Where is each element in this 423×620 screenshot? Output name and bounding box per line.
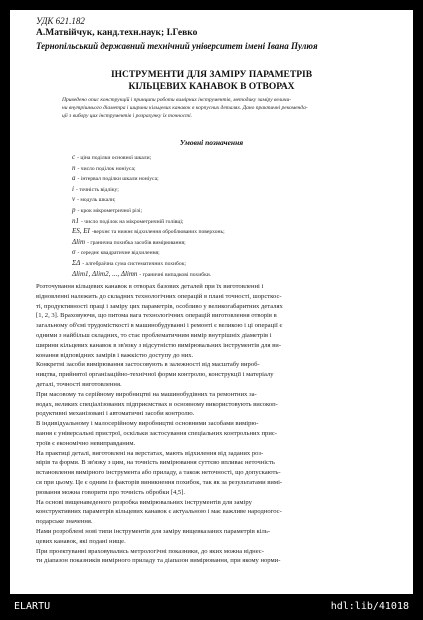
notation-item — [72, 205, 372, 216]
notation-text: - число поділок ноніуса; — [77, 165, 136, 172]
notation-text: - середнє квадратичне відхилення; — [77, 250, 160, 257]
notation-symbol: n1 — [72, 216, 79, 225]
notation-symbol: ES, EI — [72, 227, 90, 236]
notation-item — [72, 269, 372, 280]
abstract-line: ції з вибору цих інструментів і розрахунку їх точності. — [62, 113, 193, 120]
body-line: встановлення вимірного інструмента або приладу, а також неточності, що допускають- — [36, 469, 281, 477]
notation-item — [72, 258, 372, 269]
notation-item — [72, 237, 372, 248]
body-line: ті, продуктивності праці і заміру цих параметрів, особливо у великогабаритних деталях — [36, 302, 283, 310]
notation-item — [72, 226, 372, 237]
notation-text: - гранична похибка засобів вимірювання; — [87, 239, 186, 246]
notation-text: - крок мікрометричної різі; — [77, 207, 143, 214]
body-line: Нами розроблені нові типи інструментів для заміру вищевказаних параметрів кіль- — [36, 527, 271, 535]
body-line: подарське значення. — [36, 518, 93, 526]
notation-item — [72, 152, 372, 163]
notation-text: - число поділок на мікрометричній голівці; — [81, 218, 184, 225]
notation-item — [72, 173, 372, 184]
notation-text: - інтервал поділки шкали ноніуса; — [77, 176, 159, 183]
notation-text: - граничні випадкові похибки. — [139, 271, 212, 278]
notation-item — [72, 194, 372, 205]
footer-handle-link[interactable]: hdl:lib/41018 — [330, 601, 409, 612]
notation-text: -верхнє та нижнє відхилення оброблюваних поверхонь; — [91, 229, 225, 236]
notation-text: - точність відліку; — [75, 186, 119, 193]
notation-list — [72, 152, 372, 279]
body-line: вання є універсальні пристрої, оскільки застосування спеціальних контрольних прис- — [36, 429, 278, 437]
body-line: На практиці деталі, виготовлені на верстатах, мають відхилення від заданих роз- — [36, 449, 264, 457]
footer-repository-label: ELARTU — [14, 601, 51, 612]
notation-item — [72, 163, 372, 174]
body-line: деталі, точності виготовлення. — [36, 380, 122, 388]
abstract-line: Приведено опис конструкцій і принципи роботи вимірних інструментів, методику заміру величи- — [62, 97, 292, 103]
abstract-line: ни внутрішнього діаметра і ширини кільцевих канавок в корпусних деталях. Дано практичні рекоменда- — [62, 105, 308, 112]
notation-symbol: Δlim1, Δlim2, ..., Δlimn — [72, 269, 138, 278]
body-line: водах, великих спеціалізованих підприємствах в основному використовують високоп- — [36, 400, 278, 408]
body-line: На основі вищенаведеного розробка вимірювальних інструментів для заміру — [36, 498, 252, 506]
notation-text: - ціна поділки основної шкали; — [77, 155, 152, 161]
body-line: ти діапазон показників вимірного приладу та діапазон вимірювання, при якому норми- — [36, 557, 281, 565]
notation-symbol: a — [72, 174, 76, 183]
notation-item — [72, 184, 372, 195]
body-line: мірів та форми. В зв'язку з цим, на точність вимірювання суттєво впливає неточність — [36, 459, 275, 467]
body-line: ництва, прийнятої організаційно-технічної форми контролю, конструкції і матеріалу — [36, 371, 274, 379]
affiliation: Тернопільський державний технічний університет імені Івана Пулюя — [36, 41, 318, 51]
body-line: ширини кільцевих канавок в зв'язку з відсутністю вимірювальних інструментів для ви- — [36, 341, 282, 349]
notation-symbol: Δlim — [72, 237, 86, 246]
notation-symbol: n — [72, 163, 76, 172]
notation-item — [72, 247, 372, 258]
body-line: рювання можна говорити про точність обробки [4,5]. — [36, 488, 186, 496]
title-line-2: КІЛЬЦЕВИХ КАНАВОК В ОТВОРАХ — [128, 82, 295, 92]
body-line: конання відповідних замірів і важкістю доступу до них. — [36, 351, 194, 359]
body-line: родуктивні механізовані і автоматичні засоби контролю. — [36, 410, 195, 418]
body-line: При проектуванні враховувались метрологічні показники, до яких можна віднес- — [36, 547, 264, 555]
notation-text: - модуль шкали; — [77, 197, 116, 204]
body-line: загальному об'ємі трудомісткості в машинобудуванні і ремонті є великою і ці операції є — [36, 322, 283, 330]
title-line-1: ІНСТРУМЕНТИ ДЛЯ ЗАМІРУ ПАРАМЕТРІВ — [110, 70, 313, 80]
body-line: одними з найбільш складних, то стає проблематичним вимір внутрішніх діаметрів і — [36, 331, 272, 339]
body-line: [1, 2, 3]. Враховуючи, що питома вага технологічних операцій виготовлення отворів в — [36, 312, 277, 320]
body-line: цевих канавок, які подані нище. — [36, 537, 126, 545]
udc-code: УДК 621.182 — [36, 16, 85, 26]
body-line: конструктивних параметрів кільцевих канавок є актуальною і має важливе народногос- — [36, 508, 282, 516]
notation-symbol: i — [72, 184, 74, 193]
body-line: троїв є економічно невиправданим. — [36, 439, 136, 447]
body-line: Розточування кільцевих канавок в отворах базових деталей при їх виготовленні і — [36, 283, 264, 290]
body-text — [36, 282, 388, 566]
notation-symbol: ΣΔ — [72, 258, 81, 267]
notation-symbol: c — [72, 153, 76, 161]
notation-heading: Умовні позначення — [179, 138, 244, 147]
body-line: відновленні належить до складних технологічних операцій в плані точності, шорсткос- — [36, 292, 282, 300]
body-line: Конкретні засоби вимірювання застосовують в залежності від масштабу вироб- — [36, 361, 260, 369]
notation-symbol: σ — [72, 248, 76, 257]
body-line: В індивідуальному і малосерійному виробництві основними засобами вимірю- — [36, 420, 259, 428]
notation-text: - алгебраїчна сума систематичних похибок; — [82, 260, 186, 267]
notation-symbol: v — [72, 195, 76, 204]
body-line: ся при цьому. Це є одним із факторів виникнення похибок, так як за результатами вимі- — [36, 478, 283, 486]
abstract — [62, 96, 372, 121]
body-line: При масовому та серійному виробництві на машинобудівних та ремонтних за- — [36, 390, 257, 398]
notation-item — [72, 216, 372, 227]
paper-page — [10, 10, 413, 594]
notation-symbol: p — [72, 205, 76, 214]
authors: А.Матвійчук, канд.техн.наук; І.Гевко — [36, 28, 198, 38]
